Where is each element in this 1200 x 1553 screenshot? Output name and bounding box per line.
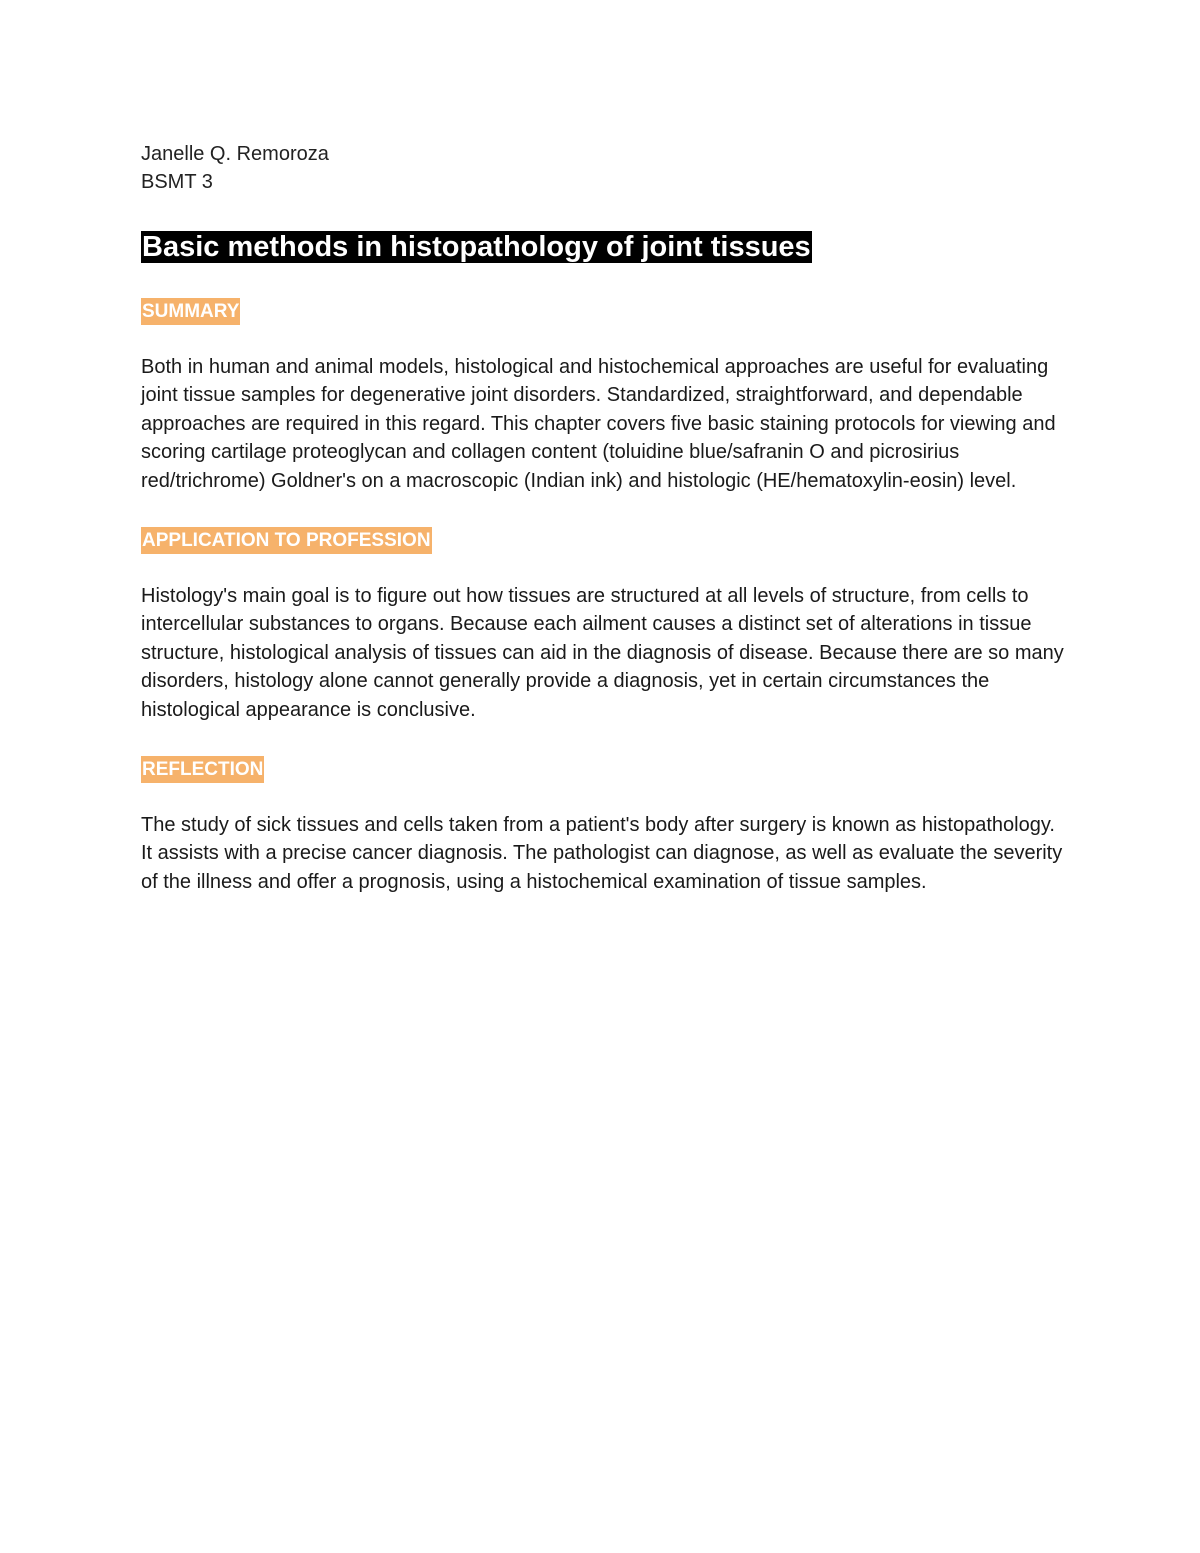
document-page — [141, 140, 1071, 896]
section-body-reflection: The study of sick tissues and cells taken from a patient's body after surgery is known as histopathology. It assists with a precise cancer diagnosis. The pathologist can diagnose, as well as evaluate the severity of the illness and offer a prognosis, using a histochemical examination of tissue samples. — [141, 814, 1063, 893]
section-body-application: Histology's main goal is to figure out how tissues are structured at all levels of structure, from cells to intercellular substances to organs. Because each ailment causes a distinct set of alterations in tissue structure, histological analysis of tissues can aid in the diagnosis of disease. Because there are so many disorders, histology alone cannot generally provide a diagnosis, yet in certain circumstances the histological appearance is conclusive. — [141, 585, 1064, 721]
section-heading-summary: SUMMARY — [141, 298, 240, 325]
section-heading-reflection: REFLECTION — [141, 756, 264, 783]
course-label: BSMT 3 — [141, 171, 213, 193]
document-title: Basic methods in histopathology of joint tissues — [142, 231, 811, 263]
section-body-summary: Both in human and animal models, histological and histochemical approaches are useful for evaluating joint tissue samples for degenerative joint disorders. Standardized, straightforward, and dependable approaches are required in this regard. This chapter covers five basic staining protocols for viewing and scoring cartilage proteoglycan and collagen content (toluidine blue/safranin O and picrosirius red/trichrome) Goldner's on a macroscopic (Indian ink) and histologic (HE/hematoxylin-eosin) level. — [141, 356, 1056, 492]
section-application — [141, 527, 1071, 724]
title-block — [141, 228, 1071, 266]
section-heading-application: APPLICATION TO PROFESSION — [141, 527, 432, 554]
section-reflection — [141, 756, 1071, 896]
author-name: Janelle Q. Remoroza — [141, 143, 329, 165]
section-summary — [141, 298, 1071, 495]
